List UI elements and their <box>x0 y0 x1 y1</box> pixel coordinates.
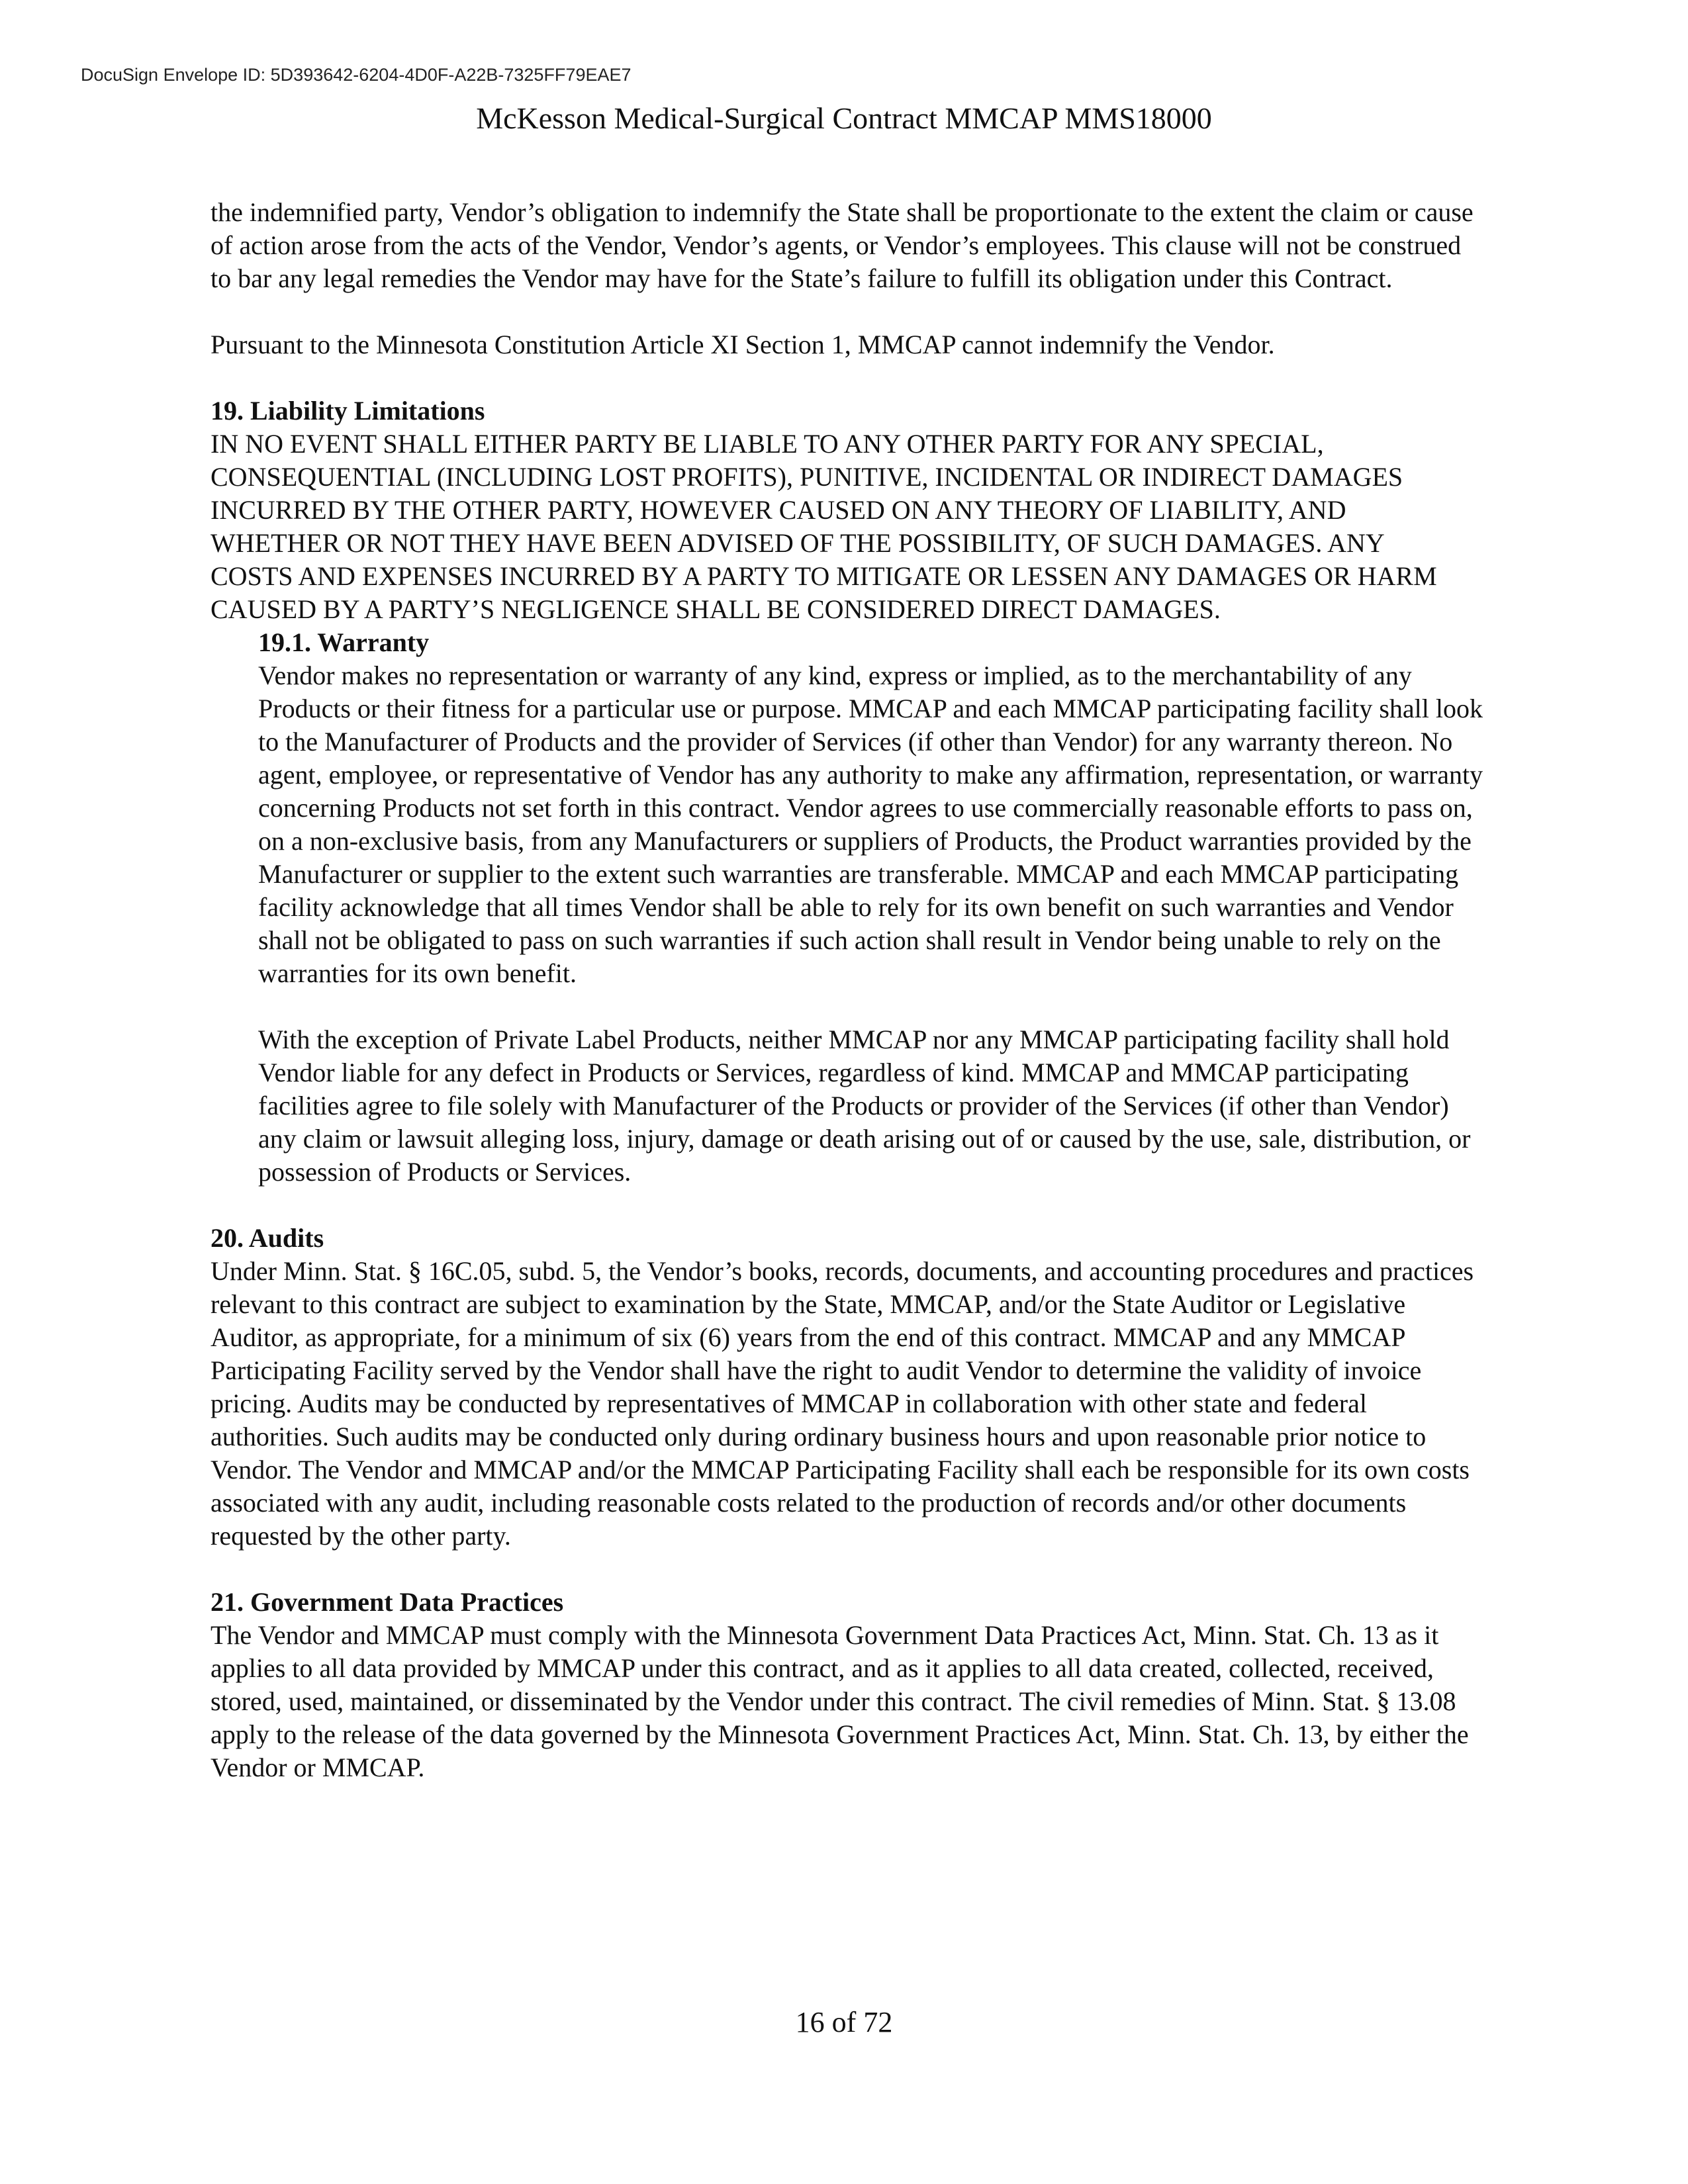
docusign-envelope-id: DocuSign Envelope ID: 5D393642-6204-4D0F-A22B-7325FF79EAE7 <box>81 65 632 85</box>
section-liability-limitations <box>211 394 1488 626</box>
section-text: Under Minn. Stat. § 16C.05, subd. 5, the Vendor’s books, records, documents, and accounting procedures and practices relevant to this contract are subject to examination by the State, MMCAP, and/or the State Auditor or Legislative Auditor, as appropriate, for a minimum of six (6) years from the end of this contract. MMCAP and any MMCAP Participating Facility served by the Vendor shall have the right to audit Vendor to determine the validity of invoice pricing. Audits may be conducted by representatives of MMCAP in collaboration with other state and federal authorities. Such audits may be conducted only during ordinary business hours and upon reasonable prior notice to Vendor. The Vendor and MMCAP and/or the MMCAP Participating Facility shall each be responsible for its own costs associated with any audit, including reasonable costs related to the production of records and/or other documents requested by the other party. <box>211 1256 1474 1551</box>
section-audits <box>211 1222 1488 1553</box>
warranty-paragraph-2: With the exception of Private Label Products, neither MMCAP nor any MMCAP participating facility shall hold Vendor liable for any defect in Products or Services, regardless of kind. MMCAP and MMCAP participating facilities agree to file solely with Manufacturer of the Products or provider of the Services (if other than Vendor) any claim or lawsuit alleging loss, injury, damage or death arising out of or caused by the use, sale, distribution, or possession of Products or Services. <box>258 1024 1471 1187</box>
subsection-heading: 19.1. Warranty <box>258 627 430 657</box>
section-heading: 20. Audits <box>211 1223 324 1253</box>
document-body <box>211 196 1488 1784</box>
section-text: IN NO EVENT SHALL EITHER PARTY BE LIABLE TO ANY OTHER PARTY FOR ANY SPECIAL, CONSEQUENTIAL (INCLUDING LOST PROFITS), PUNITIVE, INCIDENTAL OR INDIRECT DAMAGES INCURRED BY THE OTHER PARTY, HOWEVER CAUSED ON ANY THEORY OF LIABILITY, AND WHETHER OR NOT THEY HAVE BEEN ADVISED OF THE POSSIBILITY, OF SUCH DAMAGES. ANY COSTS AND EXPENSES INCURRED BY A PARTY TO MITIGATE OR LESSEN ANY DAMAGES OR HARM CAUSED BY A PARTY’S NEGLIGENCE SHALL BE CONSIDERED DIRECT DAMAGES. <box>211 429 1437 624</box>
constitution-paragraph: Pursuant to the Minnesota Constitution Article XI Section 1, MMCAP cannot indemnify the Vendor. <box>211 330 1275 359</box>
indemnification-continued-paragraph: the indemnified party, Vendor’s obligation to indemnify the State shall be proportionate to the extent the claim or cause of action arose from the acts of the Vendor, Vendor’s agents, or Vendor’s employees. This clause will not be construed to bar any legal remedies the Vendor may have for the State’s failure to fulfill its obligation under this Contract. <box>211 197 1474 293</box>
section-text: The Vendor and MMCAP must comply with the Minnesota Government Data Practices Act, Minn. Stat. Ch. 13 as it applies to all data provided by MMCAP under this contract, and as it applies to all data created, collected, received, stored, used, maintained, or disseminated by the Vendor under this contract. The civil remedies of Minn. Stat. § 13.08 apply to the release of the data governed by the Minnesota Government Practices Act, Minn. Stat. Ch. 13, by either the Vendor or MMCAP. <box>211 1620 1469 1782</box>
page-header-title: McKesson Medical-Surgical Contract MMCAP MMS18000 <box>476 101 1212 135</box>
warranty-paragraph-1: Vendor makes no representation or warranty of any kind, express or implied, as to the merchantability of any Products or their fitness for a particular use or purpose. MMCAP and each MMCAP participating facility shall look to the Manufacturer of Products and the provider of Services (if other than Vendor) for any warranty thereon. No agent, employee, or representative of Vendor has any authority to make any affirmation, representation, or warranty concerning Products not set forth in this contract. Vendor agrees to use commercially reasonable efforts to pass on, on a non-exclusive basis, from any Manufacturers or suppliers of Products, the Product warranties provided by the Manufacturer or supplier to the extent such warranties are transferable. MMCAP and each MMCAP participating facility acknowledge that all times Vendor shall be able to rely for its own benefit on such warranties and Vendor shall not be obligated to pass on such warranties if such action shall result in Vendor being unable to rely on the warranties for its own benefit. <box>258 660 1483 988</box>
section-heading: 21. Government Data Practices <box>211 1587 564 1617</box>
section-heading: 19. Liability Limitations <box>211 396 485 426</box>
section-warranty <box>211 626 1488 1189</box>
page-number: 16 of 72 <box>795 2006 893 2038</box>
section-government-data-practices <box>211 1586 1488 1784</box>
